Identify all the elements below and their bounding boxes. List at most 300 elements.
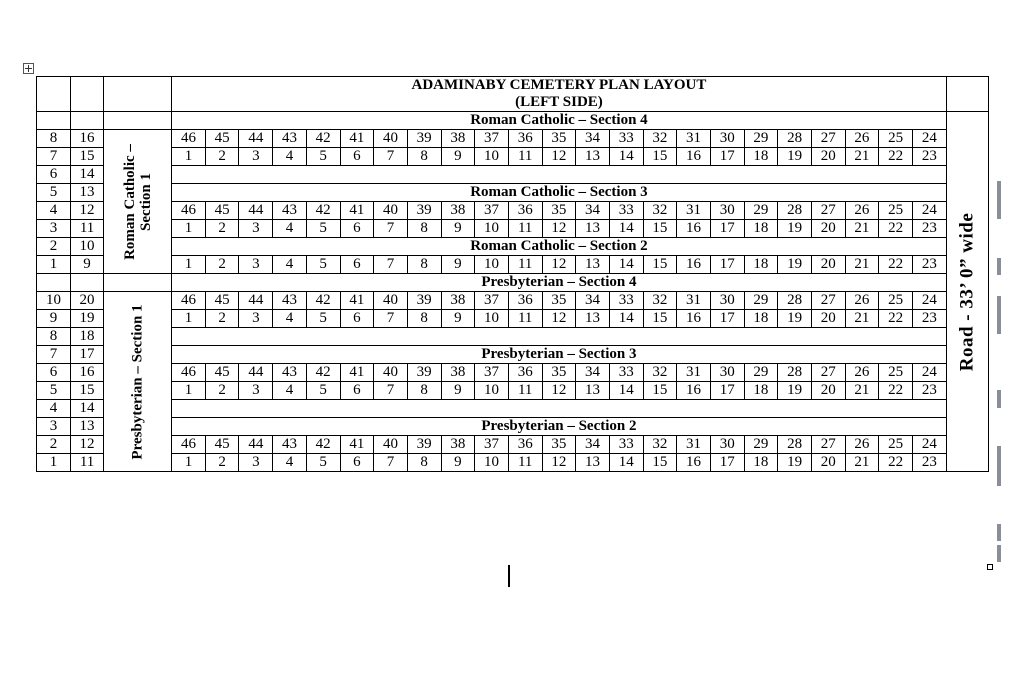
plot-number-cell: 32 bbox=[643, 292, 677, 310]
plot-number-cell: 45 bbox=[205, 292, 239, 310]
plot-number-cell: 1 bbox=[172, 382, 206, 400]
presbyterian-label-text: Presbyterian – Section 1 bbox=[129, 303, 146, 460]
plot-number-cell: 10 bbox=[475, 310, 509, 328]
plot-number-cell: 8 bbox=[407, 148, 441, 166]
plot-number-cell: 11 bbox=[508, 454, 542, 472]
plot-number-cell: 24 bbox=[912, 364, 946, 382]
plot-number-cell: 20 bbox=[71, 292, 104, 310]
plot-number-cell: 7 bbox=[374, 220, 408, 238]
plot-number-cell: 6 bbox=[340, 454, 374, 472]
plot-number-cell: 32 bbox=[643, 202, 677, 220]
plot-number-cell: 2 bbox=[205, 220, 239, 238]
plot-number-cell: 2 bbox=[205, 310, 239, 328]
plot-number-cell: 3 bbox=[239, 148, 273, 166]
plot-number-cell: 11 bbox=[508, 382, 542, 400]
plot-number-cell: 20 bbox=[811, 454, 845, 472]
plot-number-cell: 1 bbox=[172, 220, 206, 238]
plot-number-cell: 21 bbox=[845, 256, 879, 274]
plot-number-cell: 13 bbox=[71, 184, 104, 202]
plot-number-cell: 23 bbox=[912, 220, 946, 238]
cemetery-plan-table bbox=[36, 76, 989, 472]
label-line: Section 1 bbox=[137, 172, 154, 231]
plot-number-cell: 7 bbox=[37, 148, 71, 166]
plot-number-cell: 1 bbox=[37, 454, 71, 472]
plot-number-cell: 24 bbox=[912, 202, 946, 220]
plot-number-cell: 10 bbox=[475, 220, 509, 238]
plot-number-cell: 8 bbox=[37, 130, 71, 148]
plot-number-cell: 5 bbox=[306, 256, 340, 274]
plot-number-cell: 25 bbox=[879, 202, 913, 220]
plot-number-cell: 40 bbox=[374, 130, 408, 148]
plot-number-cell: 9 bbox=[441, 382, 475, 400]
empty-cell bbox=[172, 166, 947, 184]
plot-number-cell: 18 bbox=[71, 328, 104, 346]
plot-number-cell: 22 bbox=[879, 454, 913, 472]
plot-number-cell: 6 bbox=[340, 310, 374, 328]
empty-cell bbox=[172, 328, 947, 346]
plot-number-cell: 28 bbox=[778, 202, 812, 220]
plot-number-cell: 44 bbox=[239, 130, 273, 148]
plot-number-cell: 2 bbox=[205, 148, 239, 166]
plot-number-cell: 7 bbox=[374, 256, 408, 274]
plot-number-cell: 15 bbox=[643, 220, 677, 238]
plot-number-cell: 4 bbox=[273, 220, 307, 238]
plot-number-cell: 30 bbox=[710, 364, 744, 382]
roman-catholic-label-text bbox=[122, 144, 154, 260]
plot-number-cell: 45 bbox=[205, 364, 239, 382]
plot-number-cell: 5 bbox=[306, 148, 340, 166]
plot-number-cell: 35 bbox=[542, 130, 576, 148]
plot-number-cell: 8 bbox=[407, 256, 441, 274]
plot-number-cell: 23 bbox=[912, 310, 946, 328]
plot-number-cell: 34 bbox=[576, 292, 610, 310]
plot-number-cell: 42 bbox=[306, 202, 340, 220]
plot-number-cell: 40 bbox=[374, 364, 408, 382]
plot-number-cell: 1 bbox=[37, 256, 71, 274]
plot-number-cell: 18 bbox=[744, 148, 778, 166]
empty-cell bbox=[37, 112, 71, 130]
plot-number-cell: 13 bbox=[576, 310, 610, 328]
plot-number-cell: 11 bbox=[71, 454, 104, 472]
plot-number-cell: 43 bbox=[273, 130, 307, 148]
plot-number-cell: 16 bbox=[677, 382, 711, 400]
plot-number-cell: 39 bbox=[407, 202, 441, 220]
plot-number-cell: 13 bbox=[576, 454, 610, 472]
empty-cell bbox=[71, 77, 104, 112]
plot-number-cell: 46 bbox=[172, 202, 206, 220]
table-move-handle[interactable] bbox=[23, 63, 34, 74]
plot-number-cell: 9 bbox=[441, 148, 475, 166]
plot-number-cell: 3 bbox=[239, 220, 273, 238]
plot-number-cell: 2 bbox=[205, 382, 239, 400]
plot-number-cell: 40 bbox=[374, 202, 408, 220]
plot-number-cell: 7 bbox=[374, 382, 408, 400]
plot-number-cell: 17 bbox=[71, 346, 104, 364]
plot-number-cell: 19 bbox=[778, 220, 812, 238]
plot-number-cell: 42 bbox=[306, 292, 340, 310]
plot-number-cell: 6 bbox=[340, 148, 374, 166]
plot-number-cell: 18 bbox=[744, 220, 778, 238]
plot-number-cell: 37 bbox=[475, 202, 509, 220]
plot-number-cell: 24 bbox=[912, 130, 946, 148]
plot-number-cell: 35 bbox=[542, 436, 576, 454]
plot-number-cell: 35 bbox=[542, 202, 576, 220]
text-cursor bbox=[508, 565, 510, 587]
plot-number-cell: 12 bbox=[71, 202, 104, 220]
roman-catholic-section-1-label bbox=[104, 130, 172, 274]
plot-number-cell: 9 bbox=[71, 256, 104, 274]
plot-number-cell: 42 bbox=[306, 436, 340, 454]
plot-number-cell: 28 bbox=[778, 130, 812, 148]
plot-number-cell: 13 bbox=[576, 256, 610, 274]
plot-number-cell: 10 bbox=[37, 292, 71, 310]
plot-number-cell: 27 bbox=[811, 292, 845, 310]
plot-number-cell: 18 bbox=[744, 454, 778, 472]
plot-number-cell: 37 bbox=[475, 436, 509, 454]
plot-number-cell: 17 bbox=[710, 310, 744, 328]
plot-number-cell: 39 bbox=[407, 364, 441, 382]
plot-number-cell: 33 bbox=[609, 436, 643, 454]
plot-number-cell: 1 bbox=[172, 148, 206, 166]
plot-number-cell: 4 bbox=[273, 454, 307, 472]
plot-number-cell: 27 bbox=[811, 202, 845, 220]
plot-number-cell: 19 bbox=[71, 310, 104, 328]
plot-number-cell: 41 bbox=[340, 436, 374, 454]
plot-number-cell: 34 bbox=[576, 202, 610, 220]
plot-number-cell: 24 bbox=[912, 292, 946, 310]
plot-number-cell: 26 bbox=[845, 130, 879, 148]
plot-number-cell: 42 bbox=[306, 130, 340, 148]
plot-number-cell: 16 bbox=[677, 256, 711, 274]
plot-number-cell: 46 bbox=[172, 130, 206, 148]
plot-number-cell: 31 bbox=[677, 436, 711, 454]
plot-number-cell: 14 bbox=[609, 310, 643, 328]
plot-number-cell: 46 bbox=[172, 436, 206, 454]
plot-number-cell: 18 bbox=[744, 310, 778, 328]
plot-number-cell: 30 bbox=[710, 436, 744, 454]
plot-number-cell: 8 bbox=[407, 220, 441, 238]
plot-number-cell: 22 bbox=[879, 256, 913, 274]
plot-number-cell: 14 bbox=[609, 454, 643, 472]
empty-cell bbox=[71, 112, 104, 130]
empty-cell bbox=[37, 274, 71, 292]
plot-number-cell: 44 bbox=[239, 292, 273, 310]
plot-number-cell: 5 bbox=[306, 310, 340, 328]
plot-number-cell: 29 bbox=[744, 202, 778, 220]
empty-cell bbox=[71, 274, 104, 292]
plot-number-cell: 16 bbox=[677, 454, 711, 472]
plot-number-cell: 9 bbox=[441, 454, 475, 472]
plot-number-cell: 14 bbox=[71, 400, 104, 418]
plot-number-cell: 5 bbox=[37, 382, 71, 400]
table-resize-handle[interactable] bbox=[987, 564, 993, 570]
section-heading: Roman Catholic – Section 4 bbox=[172, 112, 947, 130]
plot-number-cell: 43 bbox=[273, 292, 307, 310]
plot-number-cell: 36 bbox=[508, 292, 542, 310]
plot-number-cell: 36 bbox=[508, 436, 542, 454]
plot-number-cell: 23 bbox=[912, 382, 946, 400]
plot-number-cell: 12 bbox=[542, 256, 576, 274]
plot-number-cell: 11 bbox=[508, 220, 542, 238]
plot-number-cell: 20 bbox=[811, 382, 845, 400]
plot-number-cell: 2 bbox=[205, 454, 239, 472]
plot-number-cell: 45 bbox=[205, 202, 239, 220]
plot-number-cell: 18 bbox=[744, 256, 778, 274]
title-line-2: (LEFT SIDE) bbox=[515, 94, 603, 110]
plot-number-cell: 31 bbox=[677, 364, 711, 382]
plot-number-cell: 11 bbox=[508, 256, 542, 274]
plot-number-cell: 3 bbox=[239, 454, 273, 472]
plot-number-cell: 16 bbox=[677, 148, 711, 166]
plot-number-cell: 26 bbox=[845, 292, 879, 310]
plot-number-cell: 7 bbox=[374, 310, 408, 328]
title-line-1: ADAMINABY CEMETERY PLAN LAYOUT bbox=[411, 77, 707, 93]
plot-number-cell: 8 bbox=[407, 382, 441, 400]
plot-number-cell: 38 bbox=[441, 436, 475, 454]
plot-number-cell: 19 bbox=[778, 310, 812, 328]
plot-number-cell: 15 bbox=[71, 382, 104, 400]
plot-number-cell: 6 bbox=[37, 364, 71, 382]
empty-cell bbox=[104, 274, 172, 292]
plot-number-cell: 25 bbox=[879, 436, 913, 454]
empty-cell bbox=[946, 77, 988, 112]
section-heading: Presbyterian – Section 3 bbox=[172, 346, 947, 364]
plot-number-cell: 26 bbox=[845, 364, 879, 382]
plot-number-cell: 35 bbox=[542, 292, 576, 310]
empty-cell bbox=[104, 77, 172, 112]
plot-number-cell: 30 bbox=[710, 202, 744, 220]
plot-number-cell: 26 bbox=[845, 436, 879, 454]
section-heading: Presbyterian – Section 4 bbox=[172, 274, 947, 292]
plot-number-cell: 23 bbox=[912, 256, 946, 274]
plot-number-cell: 29 bbox=[744, 364, 778, 382]
plot-number-cell: 28 bbox=[778, 436, 812, 454]
plot-number-cell: 21 bbox=[845, 220, 879, 238]
plot-number-cell: 15 bbox=[643, 148, 677, 166]
plot-number-cell: 34 bbox=[576, 130, 610, 148]
plot-number-cell: 31 bbox=[677, 202, 711, 220]
plot-number-cell: 17 bbox=[710, 148, 744, 166]
plot-number-cell: 41 bbox=[340, 292, 374, 310]
plot-number-cell: 30 bbox=[710, 130, 744, 148]
plot-number-cell: 12 bbox=[542, 382, 576, 400]
plot-number-cell: 29 bbox=[744, 292, 778, 310]
plot-number-cell: 3 bbox=[239, 382, 273, 400]
plot-number-cell: 39 bbox=[407, 292, 441, 310]
plot-number-cell: 8 bbox=[407, 310, 441, 328]
plot-number-cell: 36 bbox=[508, 202, 542, 220]
plot-number-cell: 9 bbox=[441, 220, 475, 238]
plot-number-cell: 38 bbox=[441, 364, 475, 382]
plot-number-cell: 14 bbox=[609, 256, 643, 274]
plot-number-cell: 43 bbox=[273, 202, 307, 220]
plot-number-cell: 8 bbox=[37, 328, 71, 346]
plot-number-cell: 32 bbox=[643, 130, 677, 148]
plot-number-cell: 19 bbox=[778, 256, 812, 274]
plot-number-cell: 14 bbox=[609, 382, 643, 400]
plot-number-cell: 39 bbox=[407, 436, 441, 454]
plot-number-cell: 37 bbox=[475, 130, 509, 148]
plot-number-cell: 17 bbox=[710, 256, 744, 274]
plot-number-cell: 6 bbox=[340, 382, 374, 400]
plot-number-cell: 32 bbox=[643, 364, 677, 382]
plot-number-cell: 33 bbox=[609, 130, 643, 148]
plot-number-cell: 4 bbox=[273, 382, 307, 400]
plot-number-cell: 27 bbox=[811, 364, 845, 382]
plot-number-cell: 2 bbox=[37, 238, 71, 256]
plot-number-cell: 4 bbox=[273, 310, 307, 328]
plot-number-cell: 16 bbox=[677, 220, 711, 238]
plot-number-cell: 3 bbox=[37, 220, 71, 238]
plot-number-cell: 43 bbox=[273, 364, 307, 382]
plot-number-cell: 12 bbox=[542, 220, 576, 238]
plot-number-cell: 9 bbox=[37, 310, 71, 328]
plot-number-cell: 26 bbox=[845, 202, 879, 220]
plot-number-cell: 15 bbox=[71, 148, 104, 166]
plot-number-cell: 2 bbox=[205, 256, 239, 274]
plot-number-cell: 42 bbox=[306, 364, 340, 382]
plot-number-cell: 27 bbox=[811, 436, 845, 454]
plot-number-cell: 30 bbox=[710, 292, 744, 310]
plot-number-cell: 15 bbox=[643, 310, 677, 328]
plot-number-cell: 22 bbox=[879, 220, 913, 238]
page-title bbox=[172, 77, 947, 112]
section-heading: Roman Catholic – Section 2 bbox=[172, 238, 947, 256]
plot-number-cell: 36 bbox=[508, 364, 542, 382]
presbyterian-section-1-label bbox=[104, 292, 172, 472]
empty-cell bbox=[172, 400, 947, 418]
plot-number-cell: 13 bbox=[576, 382, 610, 400]
plot-number-cell: 40 bbox=[374, 436, 408, 454]
plot-number-cell: 44 bbox=[239, 436, 273, 454]
plot-number-cell: 33 bbox=[609, 364, 643, 382]
plot-number-cell: 25 bbox=[879, 292, 913, 310]
plot-number-cell: 15 bbox=[643, 454, 677, 472]
plot-number-cell: 22 bbox=[879, 148, 913, 166]
plot-number-cell: 7 bbox=[37, 346, 71, 364]
plot-number-cell: 16 bbox=[677, 310, 711, 328]
plot-number-cell: 34 bbox=[576, 436, 610, 454]
plot-number-cell: 5 bbox=[306, 382, 340, 400]
plot-number-cell: 12 bbox=[542, 310, 576, 328]
plot-number-cell: 4 bbox=[273, 148, 307, 166]
plot-number-cell: 46 bbox=[172, 364, 206, 382]
plot-number-cell: 1 bbox=[172, 454, 206, 472]
plot-number-cell: 38 bbox=[441, 130, 475, 148]
plot-number-cell: 11 bbox=[508, 148, 542, 166]
plot-number-cell: 19 bbox=[778, 454, 812, 472]
plot-number-cell: 1 bbox=[172, 310, 206, 328]
plot-number-cell: 21 bbox=[845, 454, 879, 472]
plot-number-cell: 10 bbox=[475, 148, 509, 166]
plot-number-cell: 27 bbox=[811, 130, 845, 148]
plot-number-cell: 38 bbox=[441, 292, 475, 310]
section-heading: Presbyterian – Section 2 bbox=[172, 418, 947, 436]
plot-number-cell: 9 bbox=[441, 256, 475, 274]
plot-number-cell: 23 bbox=[912, 454, 946, 472]
plot-number-cell: 45 bbox=[205, 436, 239, 454]
plot-number-cell: 12 bbox=[71, 436, 104, 454]
plot-number-cell: 32 bbox=[643, 436, 677, 454]
plot-number-cell: 29 bbox=[744, 436, 778, 454]
plot-number-cell: 21 bbox=[845, 382, 879, 400]
plot-number-cell: 8 bbox=[407, 454, 441, 472]
plot-number-cell: 3 bbox=[37, 418, 71, 436]
plot-number-cell: 12 bbox=[542, 454, 576, 472]
plot-number-cell: 28 bbox=[778, 364, 812, 382]
plot-number-cell: 28 bbox=[778, 292, 812, 310]
plot-number-cell: 44 bbox=[239, 364, 273, 382]
plot-number-cell: 10 bbox=[475, 454, 509, 472]
plot-number-cell: 46 bbox=[172, 292, 206, 310]
plot-number-cell: 37 bbox=[475, 364, 509, 382]
empty-cell bbox=[104, 112, 172, 130]
plot-number-cell: 45 bbox=[205, 130, 239, 148]
plot-number-cell: 41 bbox=[340, 364, 374, 382]
plot-number-cell: 6 bbox=[340, 220, 374, 238]
plot-number-cell: 16 bbox=[71, 364, 104, 382]
plot-number-cell: 5 bbox=[37, 184, 71, 202]
plot-number-cell: 7 bbox=[374, 454, 408, 472]
plot-number-cell: 22 bbox=[879, 382, 913, 400]
plot-number-cell: 6 bbox=[340, 256, 374, 274]
label-line: Roman Catholic – bbox=[121, 143, 138, 260]
plot-number-cell: 37 bbox=[475, 292, 509, 310]
empty-cell bbox=[37, 77, 71, 112]
plot-number-cell: 33 bbox=[609, 202, 643, 220]
plot-number-cell: 29 bbox=[744, 130, 778, 148]
plot-number-cell: 25 bbox=[879, 364, 913, 382]
plot-number-cell: 31 bbox=[677, 292, 711, 310]
plot-number-cell: 10 bbox=[71, 238, 104, 256]
road-label bbox=[946, 112, 988, 472]
plot-number-cell: 11 bbox=[71, 220, 104, 238]
plot-number-cell: 12 bbox=[542, 148, 576, 166]
plot-number-cell: 5 bbox=[306, 454, 340, 472]
plot-number-cell: 23 bbox=[912, 148, 946, 166]
plot-number-cell: 24 bbox=[912, 436, 946, 454]
plot-number-cell: 9 bbox=[441, 310, 475, 328]
plot-number-cell: 17 bbox=[710, 454, 744, 472]
plot-number-cell: 3 bbox=[239, 256, 273, 274]
plot-number-cell: 14 bbox=[609, 148, 643, 166]
plot-number-cell: 36 bbox=[508, 130, 542, 148]
plot-number-cell: 40 bbox=[374, 292, 408, 310]
plot-number-cell: 4 bbox=[273, 256, 307, 274]
plot-number-cell: 13 bbox=[576, 148, 610, 166]
plot-number-cell: 13 bbox=[576, 220, 610, 238]
plot-number-cell: 4 bbox=[37, 400, 71, 418]
plot-number-cell: 14 bbox=[609, 220, 643, 238]
plot-number-cell: 38 bbox=[441, 202, 475, 220]
plot-number-cell: 19 bbox=[778, 148, 812, 166]
plot-number-cell: 41 bbox=[340, 130, 374, 148]
plot-number-cell: 44 bbox=[239, 202, 273, 220]
plot-number-cell: 4 bbox=[37, 202, 71, 220]
plot-number-cell: 17 bbox=[710, 220, 744, 238]
plot-number-cell: 11 bbox=[508, 310, 542, 328]
plot-number-cell: 21 bbox=[845, 310, 879, 328]
plot-number-cell: 2 bbox=[37, 436, 71, 454]
plot-number-cell: 35 bbox=[542, 364, 576, 382]
plot-number-cell: 21 bbox=[845, 148, 879, 166]
plot-number-cell: 1 bbox=[172, 256, 206, 274]
plot-number-cell: 25 bbox=[879, 130, 913, 148]
plot-number-cell: 5 bbox=[306, 220, 340, 238]
plot-number-cell: 20 bbox=[811, 148, 845, 166]
plot-number-cell: 17 bbox=[710, 382, 744, 400]
plot-number-cell: 14 bbox=[71, 166, 104, 184]
